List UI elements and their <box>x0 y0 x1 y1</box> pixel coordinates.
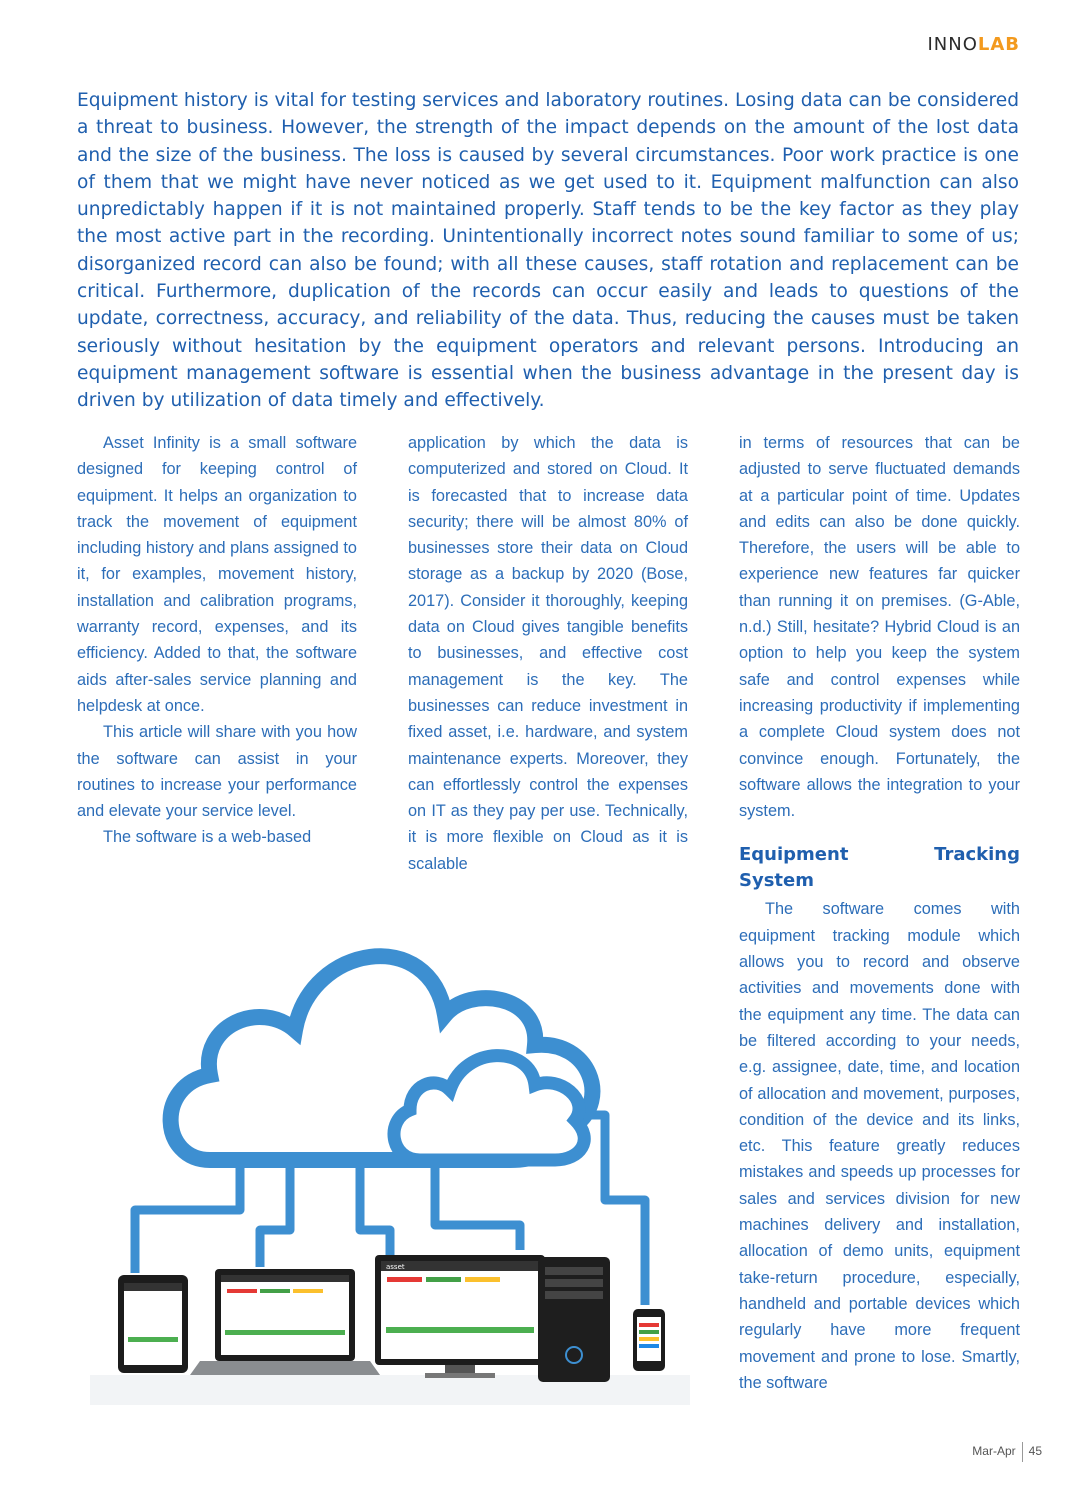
intro-paragraph: Equipment history is vital for testing services and laboratory routines. Losing data can be considered a threat to business. However, the strength of the impact depends on the amount of the lost data and the size of the business. The loss is caused by several circumstances. Poor work practice is one of them that we might have never noticed as we get used to it. Equipment malfunction can also unpredictably happen if it is not maintained properly. Staff tends to be the key factor as they play the most active part in the recording. Unintentionally incorrect notes sound familiar to some of us; disorganized record can also be found; with all these causes, staff rotation and replacement can be critical. Furthermore, duplication of the records can occur easily and leads to questions of the update, correctness, accuracy, and reliability of the data. Thus, reducing the causes must be taken seriously without hesitation by the equipment operators and relevant persons. Introducing an equipment management software is essential when the business advantage in the present day is driven by utilization of data timely and effectively. <box>77 90 1019 412</box>
desktop-tower-icon <box>538 1257 610 1382</box>
footer-divider <box>1022 1442 1023 1462</box>
logo-text-inno: INNO <box>927 34 978 55</box>
col3-paragraph-2: The software comes with equipment tracking module which allows you to record and observe activities and movements done with the equipment any time. The data can be filtered according to your needs, e.g. assignee, date, time, and location of allocation and movement, purposes, condition of the device and its links, etc. This feature greatly reduces mistakes and speeds up processes for sales and services division for new machines delivery and installation, allocation of demo units, equipment take-return procedure, especially, handheld and portable devices which regularly have more frequent movement and prone to lose. Smartly, the software <box>739 900 1020 1392</box>
screen-brand-text: asset <box>386 1263 405 1271</box>
col1-paragraph-1: Asset Infinity is a small software designed for keeping control of equipment. It helps an organization to track the movement of equipment including history and plans assigned to it, for examples, movement history, installation and calibration programs, warranty record, expenses, and its efficiency. Added to that, the software aids after-sales service planning and helpdesk at once. <box>77 434 357 715</box>
column-3 <box>739 430 1020 1396</box>
page-number: 45 <box>1028 1444 1042 1459</box>
column-1 <box>77 430 357 851</box>
column-2 <box>408 430 688 877</box>
monitor-icon <box>375 1255 545 1378</box>
smartphone-icon <box>633 1309 665 1371</box>
section-heading-equipment-tracking: Equipment Tracking System <box>739 844 1020 892</box>
cloud-devices-illustration <box>90 905 690 1405</box>
col2-paragraph-1: application by which the data is computerized and stored on Cloud. It is forecasted that to increase data security; there will be almost 80% of businesses store their data on Cloud storage as a backup by 2020 (Bose, 2017). Consider it thoroughly, keeping data on Cloud gives tangible benefits to businesses, and effective cost management is the key. The businesses can reduce investment in fixed asset, i.e. hardware, and system maintenance experts. Moreover, they can effortlessly control the expenses on IT as they pay per use. Technically, it is more flexible on Cloud as it is scalable <box>408 434 688 873</box>
tablet-icon <box>118 1275 188 1373</box>
col1-paragraph-3: The software is a web-based <box>103 828 312 847</box>
innolab-logo <box>927 34 1020 55</box>
col1-paragraph-2: This article will share with you how the software can assist in your routines to increase your performance and elevate your service level. <box>77 723 357 821</box>
page-footer <box>972 1442 1042 1462</box>
laptop-icon <box>190 1269 380 1375</box>
issue-label: Mar-Apr <box>972 1444 1016 1459</box>
col3-paragraph-1: in terms of resources that can be adjusted to serve fluctuated demands at a particular point of time. Updates and edits can also be done quickly. Therefore, the users will be able to experience new features far quicker than running it on premises. (G-Able, n.d.) Still, hesitate? Hybrid Cloud is an option to help you keep the system safe and control expenses while increasing productivity if implementing a complete Cloud system does not convince enough. Fortunately, the software allows the integration to your system. <box>739 434 1020 821</box>
logo-text-lab: LAB <box>977 34 1020 55</box>
